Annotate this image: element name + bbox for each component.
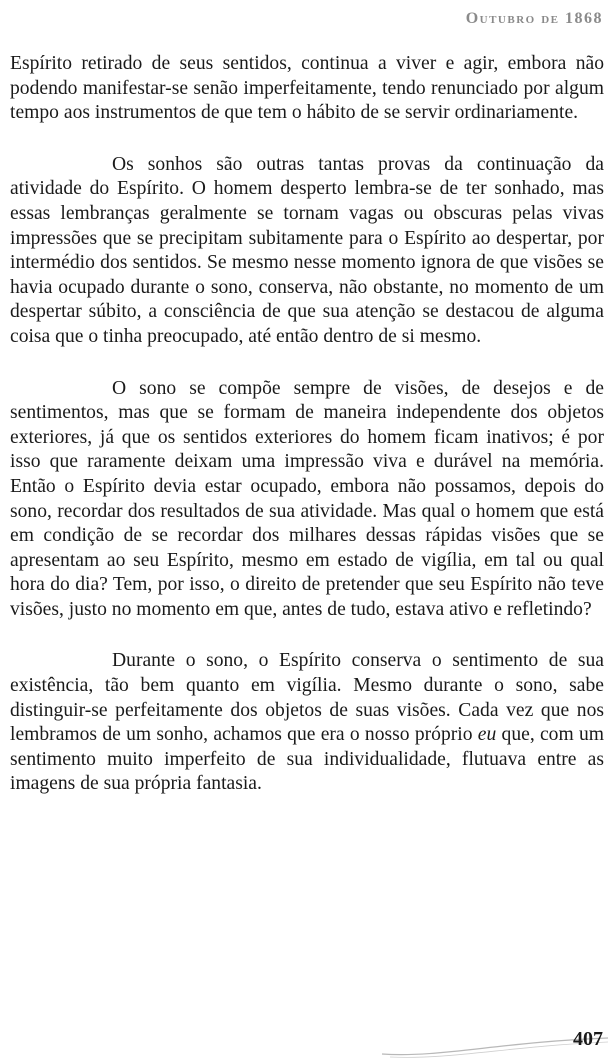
- page-number: 407: [573, 1028, 603, 1050]
- paragraph: Espírito retirado de seus sentidos, continua a viver e agir, embora não podendo manifestar-se senão imperfeitamente, tendo renunciado por algum tempo aos instrumentos de que tem o hábito de se servir ordinariamente.: [10, 53, 604, 124]
- emphasis-text: eu: [477, 724, 497, 746]
- paragraph: [10, 649, 604, 797]
- paragraph-text: Durante o sono, o Espírito conserva o sentimento de sua existência, tão bem quanto em vigília. Mesmo durante o sono, sabe distinguir-se perfeitamente dos objetos de suas visões. Cada vez que nos lembramos de um sonho, achamos que era o nosso próprio: [10, 650, 604, 746]
- running-header: Outubro de 1868: [465, 10, 603, 27]
- paragraph-text: que, com um sentimento muito imperfeito de sua individualidade, flutuava entre as imagens de sua própria fantasia.: [10, 724, 604, 795]
- paragraph: Os sonhos são outras tantas provas da continuação da atividade do Espírito. O homem desperto lembra-se de ter sonhado, mas essas lembranças geralmente se tornam vagas ou obscuras pelas vivas impressões que se precipitam subitamente para o Espírito ao despertar, por intermédio dos sentidos. Se mesmo nesse momento ignora de que visões se havia ocupado durante o sono, conserva, não obstante, no momento de um despertar súbito, a consciência de que sua atenção se destacou de alguma coisa que o tinha preocupado, até então dentro de si mesmo.: [10, 153, 604, 347]
- paragraph: O sono se compõe sempre de visões, de desejos e de sentimentos, mas que se formam de maneira independente dos objetos exteriores, já que os sentidos exteriores do homem ficam inativos; é por isso que raramente deixam uma impressão viva e durável na memória. Então o Espírito devia estar ocupado, embora não possamos, depois do sono, recordar dos resultados de sua atividade. Mas qual o homem que está em condição de se recordar dos milhares dessas rápidas visões que se apresentam ao seu Espírito, mesmo em estado de vigília, em tal ou qual hora do dia? Tem, por isso, o direito de pretender que seu Espírito não teve visões, justo no momento em que, antes de tudo, estava ativo e refletindo?: [10, 377, 604, 620]
- page-body: [10, 52, 604, 824]
